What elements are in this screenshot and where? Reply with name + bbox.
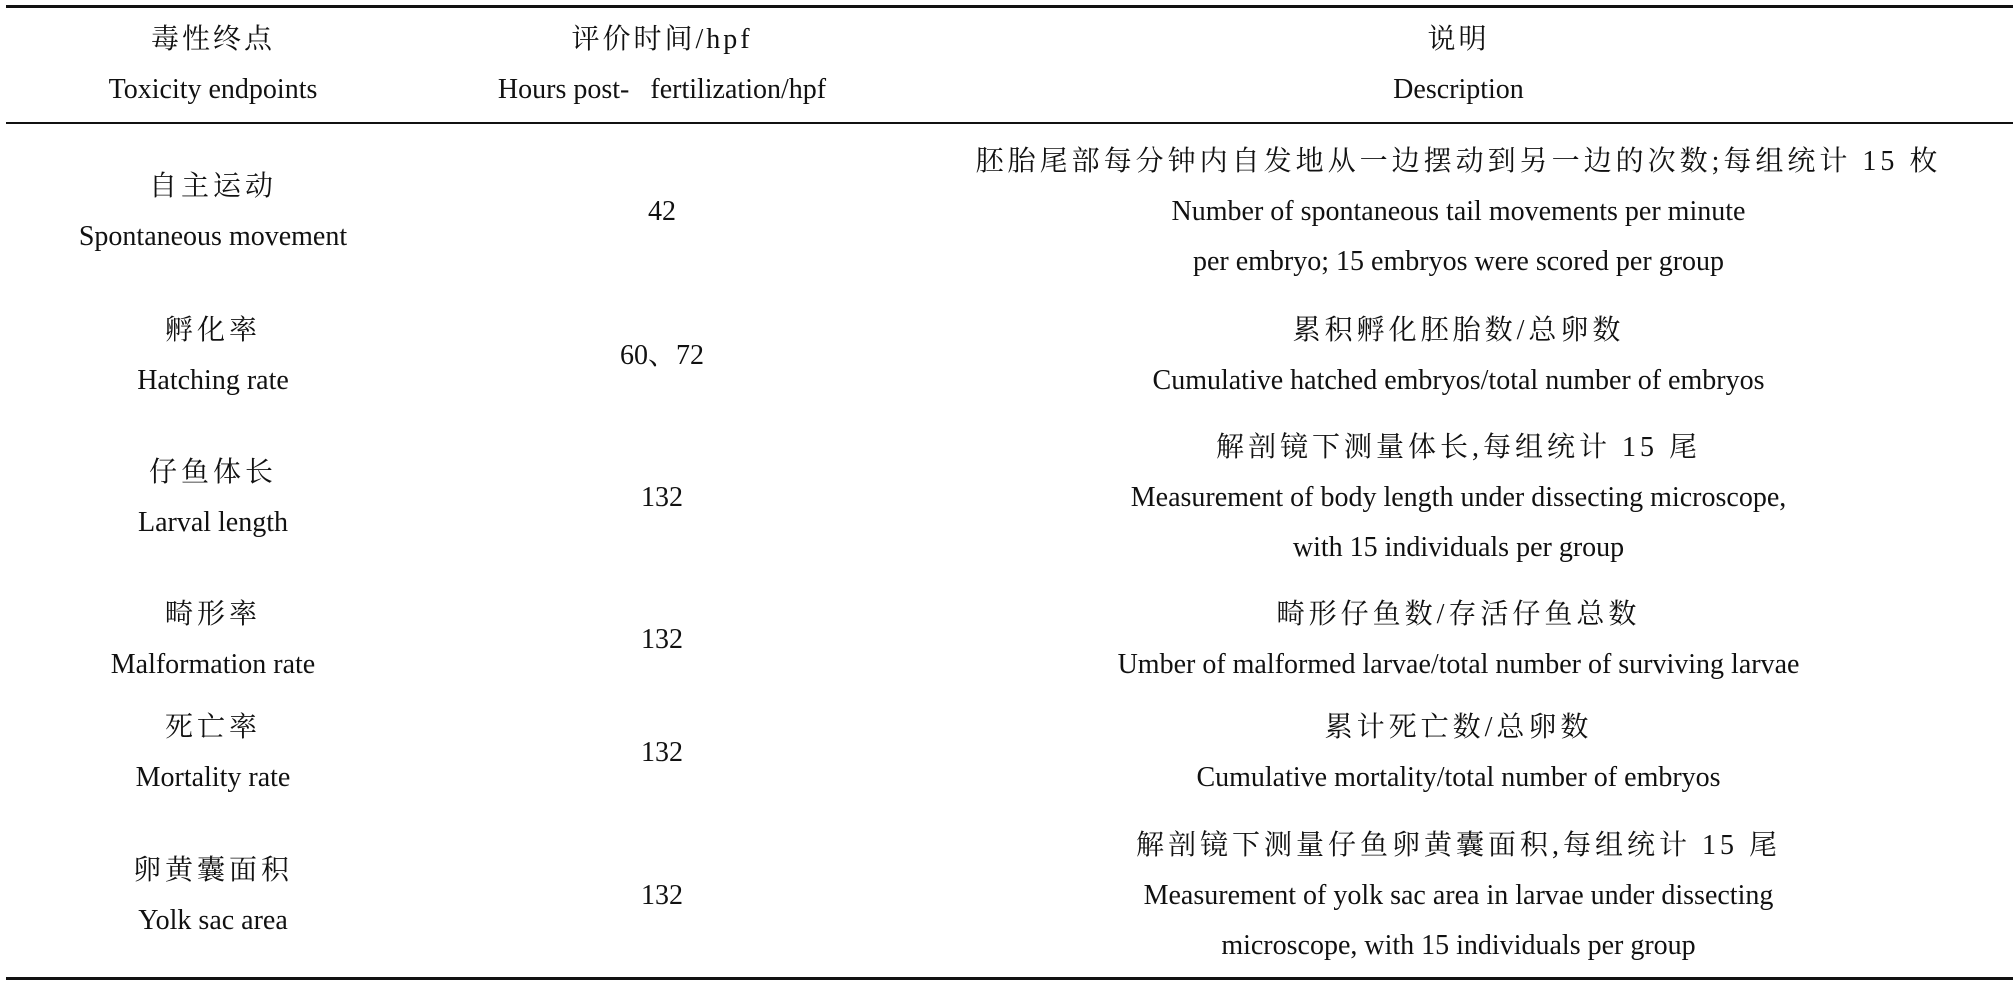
table-row-time <box>420 306 904 406</box>
description-zh: 解剖镜下测量体长,每组统计 15 尾 <box>1215 432 1701 463</box>
table-row-time <box>420 590 904 690</box>
header-description <box>904 15 2013 115</box>
evaluation-time: 42 <box>648 196 676 227</box>
table-row-time <box>420 821 904 971</box>
description-en-line1: Cumulative hatched embryos/total number of embryos <box>1152 365 1765 396</box>
description-zh: 累积孵化胚胎数/总卵数 <box>1292 315 1625 346</box>
header-rule <box>6 122 2013 124</box>
endpoint-en: Yolk sac area <box>138 905 288 936</box>
table-row-endpoint <box>6 137 420 287</box>
description-en-line1: Cumulative mortality/total number of embryos <box>1196 762 1721 793</box>
header-desc-en: Description <box>1393 74 1524 105</box>
endpoint-en: Malformation rate <box>110 649 316 680</box>
evaluation-time: 132 <box>641 737 683 768</box>
header-endpoint <box>6 15 420 115</box>
table-row-description <box>904 137 2013 287</box>
header-time-en: Hours post- fertilization/hpf <box>497 74 827 105</box>
table-row-endpoint <box>6 306 420 406</box>
header-endpoint-en: Toxicity endpoints <box>108 74 318 105</box>
description-en-line1: Measurement of yolk sac area in larvae under dissecting <box>1143 880 1774 911</box>
toxicity-endpoints-table <box>6 0 2013 992</box>
endpoint-en: Hatching rate <box>137 365 289 396</box>
endpoint-en: Mortality rate <box>135 762 291 793</box>
table-row-endpoint <box>6 821 420 971</box>
evaluation-time: 132 <box>641 624 683 655</box>
bottom-rule <box>6 977 2013 980</box>
header-desc-zh: 说明 <box>1427 24 1490 55</box>
table-row-description <box>904 590 2013 690</box>
description-zh: 畸形仔鱼数/存活仔鱼总数 <box>1276 599 1641 630</box>
table-row-endpoint <box>6 423 420 573</box>
table-row-time <box>420 703 904 803</box>
description-en-line2: per embryo; 15 embryos were scored per group <box>1192 246 1725 277</box>
table-row-description <box>904 703 2013 803</box>
endpoint-zh: 孵化率 <box>164 315 261 346</box>
evaluation-time: 132 <box>641 880 683 911</box>
description-en-line2: with 15 individuals per group <box>1292 532 1625 563</box>
endpoint-zh: 仔鱼体长 <box>148 457 277 488</box>
header-time-zh: 评价时间/hpf <box>571 24 753 55</box>
header-endpoint-zh: 毒性终点 <box>150 24 275 55</box>
evaluation-time: 60、72 <box>619 340 704 371</box>
description-en-line1: Umber of malformed larvae/total number of surviving larvae <box>1117 649 1800 680</box>
table-row-description <box>904 423 2013 573</box>
table-row-endpoint <box>6 703 420 803</box>
top-rule <box>6 5 2013 8</box>
description-zh: 累计死亡数/总卵数 <box>1324 712 1593 743</box>
table-row-description <box>904 821 2013 971</box>
endpoint-zh: 卵黄囊面积 <box>132 855 293 886</box>
header-time <box>420 15 904 115</box>
endpoint-zh: 死亡率 <box>164 712 261 743</box>
description-en-line2: microscope, with 15 individuals per group <box>1221 930 1696 961</box>
description-zh: 解剖镜下测量仔鱼卵黄囊面积,每组统计 15 尾 <box>1135 830 1781 861</box>
evaluation-time: 132 <box>641 482 683 513</box>
endpoint-en: Larval length <box>137 507 289 538</box>
endpoint-zh: 自主运动 <box>148 171 277 202</box>
endpoint-en: Spontaneous movement <box>78 221 348 252</box>
description-zh: 胚胎尾部每分钟内自发地从一边摆动到另一边的次数;每组统计 15 枚 <box>975 146 1942 177</box>
table-row-time <box>420 137 904 287</box>
table-row-time <box>420 423 904 573</box>
endpoint-zh: 畸形率 <box>164 599 261 630</box>
description-en-line1: Measurement of body length under dissecting microscope, <box>1130 482 1787 513</box>
table-row-endpoint <box>6 590 420 690</box>
description-en-line1: Number of spontaneous tail movements per minute <box>1171 196 1746 227</box>
table-row-description <box>904 306 2013 406</box>
